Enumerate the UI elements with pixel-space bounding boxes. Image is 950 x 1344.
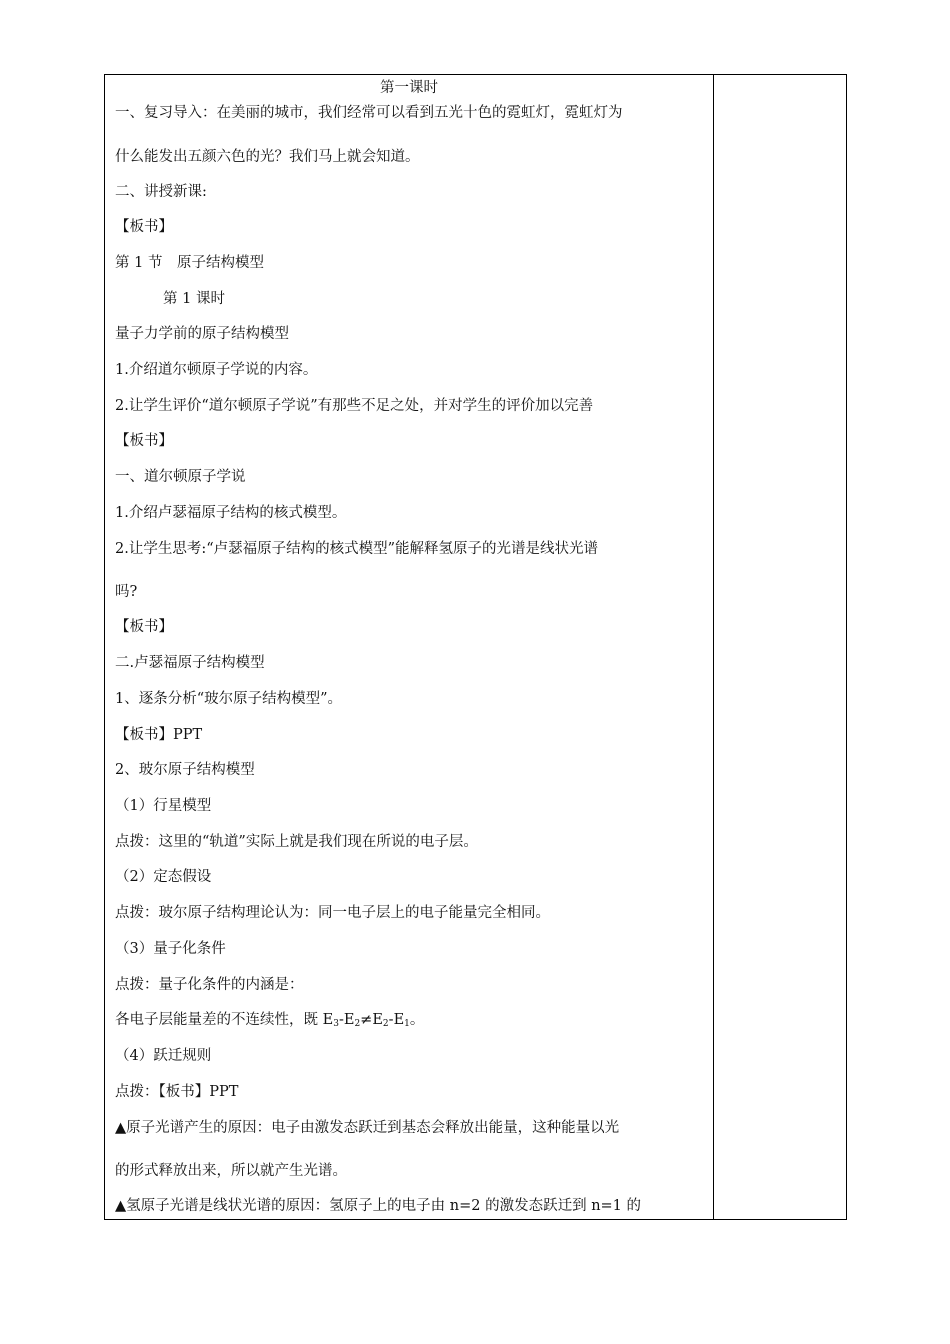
- text-line: ▲原子光谱产生的原因：电子由激发态跃迁到基态会释放出能量，这种能量以光: [115, 1120, 620, 1136]
- text-line: 2.让学生思考:“卢瑟福原子结构的核式模型”能解释氢原子的光谱是线状光谱: [115, 541, 599, 557]
- column-divider: [713, 75, 714, 1219]
- text-line: 点拨：【板书】PPT: [115, 1084, 239, 1100]
- text-line: 【板书】: [115, 219, 173, 235]
- text-line: 第 1 课时: [163, 291, 225, 307]
- text-line: ▲氢原子光谱是线状光谱的原因：氢原子上的电子由 n=2 的激发态跃迁到 n=1 的: [115, 1198, 642, 1214]
- text-line: 的形式释放出来，所以就产生光谱。: [115, 1163, 347, 1179]
- text-line: （2）定态假设: [115, 869, 212, 885]
- text-line: 2.让学生评价“道尔顿原子学说”有那些不足之处，并对学生的评价加以完善: [115, 398, 594, 414]
- text-line: 二.卢瑟福原子结构模型: [115, 655, 265, 671]
- text-line: 【板书】PPT: [115, 727, 203, 743]
- text-line: 1.介绍卢瑟福原子结构的核式模型。: [115, 505, 347, 521]
- lesson-title: 第一课时: [380, 80, 438, 96]
- text-line: 点拨：量子化条件的内涵是：: [115, 977, 304, 993]
- text-line: 点拨：这里的“轨道”实际上就是我们现在所说的电子层。: [115, 834, 478, 850]
- text-line: 【板书】: [115, 619, 173, 635]
- section-heading: 第 1 节 原子结构模型: [115, 255, 264, 271]
- lesson-table: [104, 74, 847, 1220]
- text-line: 一、道尔顿原子学说: [115, 469, 246, 485]
- text-line: （3）量子化条件: [115, 941, 226, 957]
- text-line: 吗?: [115, 584, 138, 600]
- text-line: 一、复习导入：在美丽的城市，我们经常可以看到五光十色的霓虹灯，霓虹灯为: [115, 105, 623, 121]
- text-line: 【板书】: [115, 433, 173, 449]
- text-line: （4）跃迁规则: [115, 1048, 212, 1064]
- lesson-content-cell: [105, 75, 713, 1219]
- text-line: 1.介绍道尔顿原子学说的内容。: [115, 362, 318, 378]
- text-line: 2、玻尔原子结构模型: [115, 762, 255, 778]
- text-line: 量子力学前的原子结构模型: [115, 326, 289, 342]
- text-line: 1、逐条分析“玻尔原子结构模型”。: [115, 691, 343, 707]
- text-line: 点拨：玻尔原子结构理论认为：同一电子层上的电子能量完全相同。: [115, 905, 550, 921]
- formula-line: 各电子层能量差的不连续性，既 $E_3-E_2\ne E_2-E_1$。: [115, 1012, 425, 1029]
- text-line: 什么能发出五颜六色的光？我们马上就会知道。: [115, 149, 420, 165]
- text-line: 二、讲授新课:: [115, 184, 207, 200]
- text-line: （1）行星模型: [115, 798, 212, 814]
